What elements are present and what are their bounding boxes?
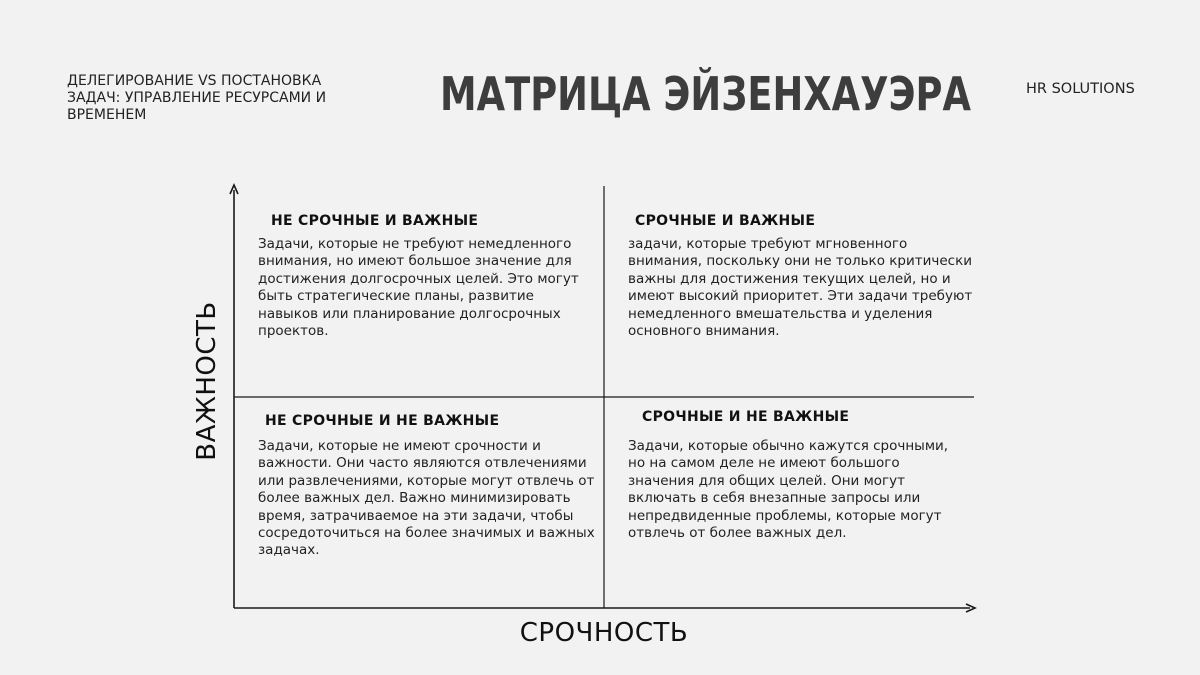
quadrant-description: задачи, которые требуют мгновенного внимания, поскольку они не только критически важны для достижения текущих целей, но и имеют высокий приоритет. Эти задачи требуют немедленного вмешательства и уделения основного внимания.	[628, 236, 973, 340]
quadrant-description: Задачи, которые не имеют срочности и важности. Они часто являются отвлечениями или развлечениями, которые могут отвлечь от более важных дел. Важно минимизировать время, затрачиваемое на эти задачи, чтобы сосредоточиться на более значимых и важных задачах.	[258, 438, 595, 559]
quadrant-title: НЕ СРОЧНЫЕ И ВАЖНЫЕ	[271, 213, 479, 229]
y-axis-label: ВАЖНОСТЬ	[192, 301, 222, 461]
x-axis-label: СРОЧНОСТЬ	[519, 618, 689, 648]
quadrant-title: НЕ СРОЧНЫЕ И НЕ ВАЖНЫЕ	[265, 413, 500, 429]
brand-name: HR SOLUTIONS	[1026, 81, 1135, 97]
quadrant-title: СРОЧНЫЕ И НЕ ВАЖНЫЕ	[642, 409, 850, 425]
quadrant-description: Задачи, которые не требуют немедленного внимания, но имеют большое значение для достижения долгосрочных целей. Это могут быть стратегические планы, развитие навыков или планирование долгосрочных проектов.	[258, 236, 579, 340]
quadrant-title: СРОЧНЫЕ И ВАЖНЫЕ	[635, 213, 816, 229]
subtitle: ДЕЛЕГИРОВАНИЕ VS ПОСТАНОВКА ЗАДАЧ: УПРАВЛЕНИЕ РЕСУРСАМИ И ВРЕМЕНЕМ	[67, 73, 327, 123]
quadrant-description: Задачи, которые обычно кажутся срочными, но на самом деле не имеют большого значения для общих целей. Они могут включать в себя внезапные запросы или непредвиденные проблемы, которые могут отвлечь от более важных дел.	[628, 438, 949, 542]
page-title: МАТРИЦА ЭЙЗЕНХАУЭРА	[440, 67, 971, 121]
